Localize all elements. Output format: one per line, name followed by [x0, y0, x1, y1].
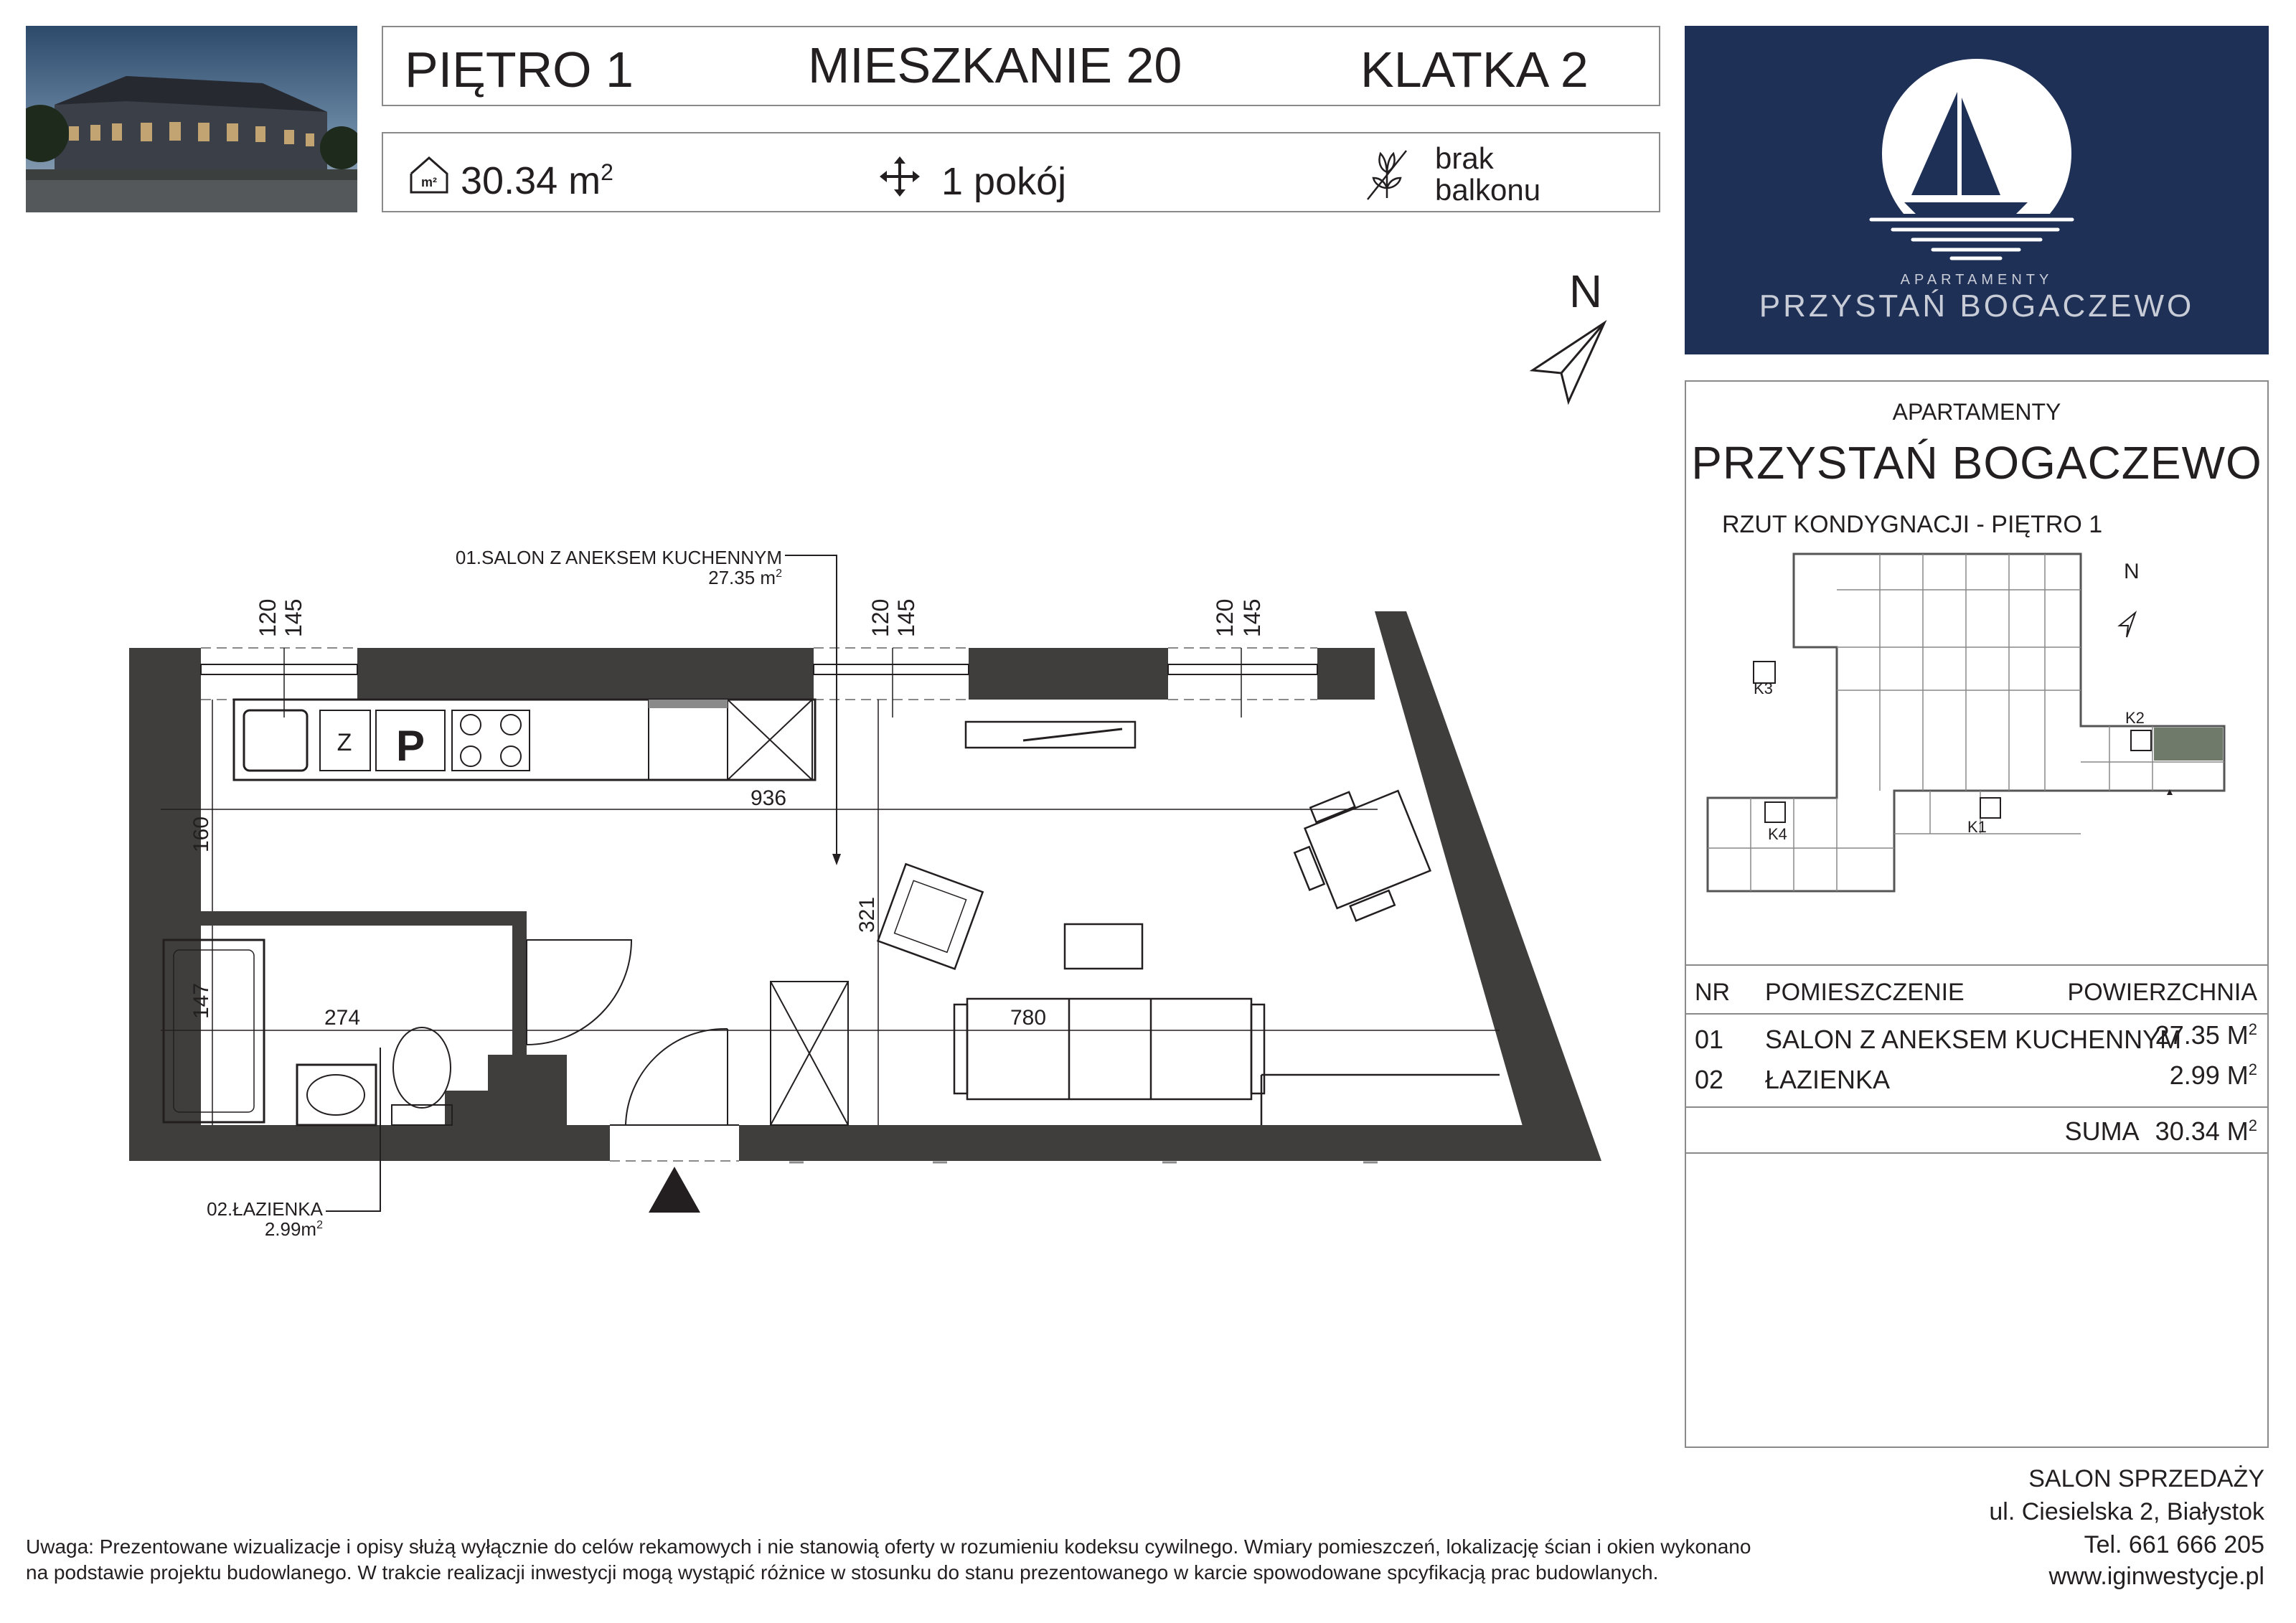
rooms-icon [878, 155, 921, 198]
floor-label: PIĘTRO 1 [405, 42, 634, 98]
brand-logo-panel [1685, 26, 2269, 354]
unit-label: MIESZKANIE 20 [808, 37, 1182, 93]
row-nr: 01 [1695, 1025, 1724, 1054]
key-plan-north: N [2124, 560, 2140, 583]
salon-label: 01.SALON Z ANEKSEM KUCHENNYM [455, 547, 782, 568]
window1-dim-b: 145 [281, 598, 306, 637]
area-icon [409, 155, 449, 194]
row-nr: 02 [1695, 1065, 1724, 1094]
dim-321: 321 [855, 896, 879, 933]
sum-value: 30.34 M [2155, 1116, 2249, 1146]
bath-area [265, 1218, 323, 1240]
salon-area [708, 567, 782, 588]
row-name: ŁAZIENKA [1765, 1065, 1891, 1094]
panel-title: PRZYSTAŃ BOGACZEWO [1691, 437, 2262, 489]
building-render-image [26, 26, 357, 212]
dim-147: 147 [189, 982, 213, 1019]
key-plan [1693, 547, 2260, 927]
window1-dim-a: 120 [255, 598, 281, 637]
area-number: 30.34 m [461, 159, 601, 202]
sales-phone: Tel. 661 666 205 [2084, 1531, 2264, 1558]
key-plan-highlight [2154, 728, 2223, 761]
row-area-value: 27.35 M [2155, 1020, 2249, 1050]
room-table-header-rule [1686, 1013, 2267, 1015]
dim-780: 780 [1010, 1006, 1047, 1030]
row-area-sup: 2 [2248, 1060, 2257, 1078]
stairwell-label: KLATKA 2 [1360, 42, 1589, 98]
sales-title: SALON SPRZEDAŻY [2028, 1465, 2264, 1492]
row-area [2170, 1060, 2257, 1091]
table-header-area: POWIERZCHNIA [2067, 979, 2257, 1006]
oven-label: P [395, 722, 425, 770]
disclaimer-line2: na podstawie projektu budowlanego. W trakcie realizacji inwestycji mogą wystąpić różnice w stosunku do stanu prezentowanego w karcie spowodowane spcyfikacją prac budowlanych. [26, 1561, 1659, 1584]
room-table-bottom-rule [1686, 1152, 2267, 1154]
table-header-nr: NR [1695, 979, 1731, 1006]
sales-address: ul. Ciesielska 2, Białystok [1989, 1498, 2264, 1525]
balcony-line2: balkonu [1435, 173, 1541, 207]
room-table-top-rule [1686, 964, 2267, 966]
panel-subtitle: RZUT KONDYGNACJI - PIĘTRO 1 [1722, 511, 2103, 538]
area-badge: m² [421, 175, 437, 189]
sailboat-logo [1685, 26, 2269, 354]
area-value [461, 161, 613, 200]
brand-name: PRZYSTAŃ BOGACZEWO [1759, 288, 2195, 324]
website-link[interactable]: www.iginwestycje.pl [2048, 1563, 2264, 1590]
plan-north-label: N [1568, 265, 1603, 317]
panel-kicker: APARTAMENTY [1892, 399, 2061, 425]
row-area-value: 2.99 M [2169, 1060, 2249, 1090]
key-plan-k4: K4 [1768, 825, 1787, 843]
bath-area-value: 2.99m [264, 1218, 317, 1240]
unit-header-box [382, 26, 1660, 106]
sum-row [2065, 1116, 2257, 1147]
table-row [1686, 1060, 2267, 1101]
room-table-sum-rule [1686, 1106, 2267, 1108]
fridge-label: Z [337, 729, 352, 756]
unit-info-box [382, 132, 1660, 212]
key-plan-k1: K1 [1967, 818, 1987, 836]
plan-north-arrow [1533, 323, 1604, 402]
bath-label: 02.ŁAZIENKA [207, 1198, 323, 1220]
dim-274: 274 [324, 1006, 361, 1030]
entrance-marker [649, 1167, 700, 1213]
table-row [1686, 1020, 2267, 1060]
dim-936: 936 [751, 786, 787, 810]
row-area [2155, 1020, 2257, 1050]
dim-160: 160 [189, 816, 213, 852]
salon-area-value: 27.35 m [708, 567, 776, 588]
rooms-value: 1 pokój [941, 160, 1067, 203]
salon-area-sup: 2 [776, 568, 782, 580]
window3-dim-a: 120 [1212, 598, 1238, 637]
disclaimer-line1: Uwaga: Prezentowane wizualizacje i opisy służą wyłącznie do celów rekamowych i nie stanowią oferty w rozumieniu kodeksu cywilnego. Wmiary pomieszczeń, lokalizację ścian i okien wykonano [26, 1535, 1751, 1558]
no-balcony-icon [1365, 148, 1409, 202]
balcony-line1: brak [1435, 141, 1494, 175]
floor-plan [0, 244, 1665, 1277]
sum-label: SUMA [2064, 1116, 2140, 1146]
table-header-room: POMIESZCZENIE [1765, 979, 1965, 1006]
project-info-panel [1685, 380, 2269, 1448]
key-plan-k2: K2 [2125, 709, 2145, 727]
key-plan-k3: K3 [1754, 679, 1773, 697]
area-sup: 2 [601, 159, 613, 185]
window2-dim-a: 120 [867, 598, 893, 637]
window3-dim-b: 145 [1239, 598, 1265, 637]
brand-kicker: APARTAMENTY [1900, 272, 2053, 288]
bath-area-sup: 2 [316, 1219, 323, 1231]
window2-dim-b: 145 [893, 598, 919, 637]
row-area-sup: 2 [2248, 1020, 2257, 1038]
row-name: SALON Z ANEKSEM KUCHENNYM [1765, 1025, 2182, 1054]
sum-sup: 2 [2248, 1116, 2257, 1134]
plan-walls [129, 611, 1601, 1161]
